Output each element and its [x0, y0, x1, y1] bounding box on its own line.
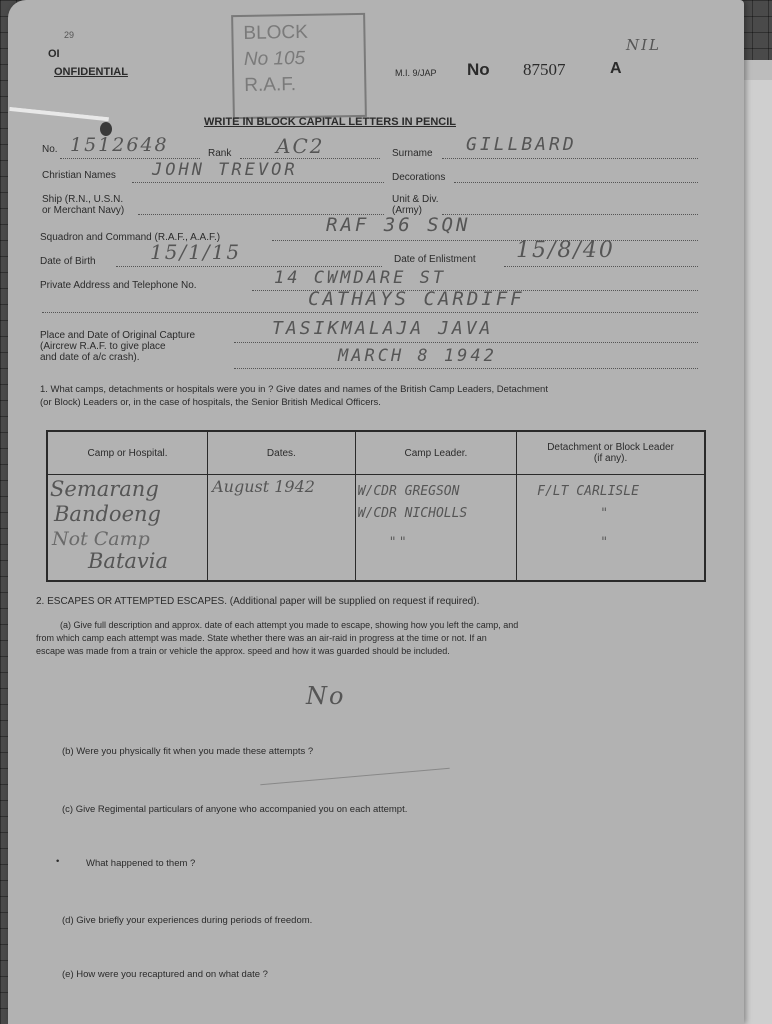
table-row [47, 475, 705, 582]
ship-label-line-2: or Merchant Navy) [42, 205, 125, 216]
squadron-line [272, 240, 698, 241]
unit-line [442, 214, 698, 215]
service-number-label: No. [42, 144, 58, 155]
series-letter: A [610, 60, 622, 77]
block-stamp [231, 13, 367, 119]
document-page [8, 0, 744, 1024]
surname-label: Surname [392, 148, 433, 159]
camp-leader: W/CDR GREGSON [357, 484, 460, 499]
christian-names-label: Christian Names [42, 170, 116, 181]
classification-prefix: OI [48, 48, 60, 60]
stamp-line-2: No 105 [243, 47, 306, 70]
leaders-cell [355, 475, 516, 582]
unit-label [392, 194, 439, 216]
serial-number: 87507 [523, 60, 566, 79]
stamp-line-1: BLOCK [243, 21, 309, 44]
instruction-heading: WRITE IN BLOCK CAPITAL LETTERS IN PENCIL [204, 116, 456, 128]
camps-cell [47, 475, 208, 582]
ship-label-line-1: Ship (R.N., U.S.N. [42, 194, 124, 205]
pencil-stroke [260, 768, 449, 786]
rank-line [240, 158, 380, 159]
stamp-line-3: R.A.F. [244, 74, 297, 96]
header-camp-or-hospital: Camp or Hospital. [47, 431, 208, 475]
nil-annotation: NIL [626, 36, 662, 54]
camp-name: Semarang [50, 477, 159, 501]
date-value: August 1942 [212, 477, 315, 496]
decorations-label: Decorations [392, 172, 446, 183]
service-number-line [60, 158, 200, 159]
rank-value: AC2 [276, 134, 325, 158]
unit-label-line-1: Unit & Div. [392, 194, 439, 205]
underlying-page-edge [740, 80, 772, 1024]
question-2a-line-2: from which camp each attempt was made. State whether there was an air-raid in progress at the time or not. If an [36, 633, 487, 643]
camps-table [46, 430, 706, 582]
corner-number: 29 [64, 30, 75, 40]
date-of-birth-line [116, 266, 382, 267]
camp-name: Batavia [88, 549, 169, 573]
camp-name: Not Camp [52, 528, 150, 550]
surname-line [442, 158, 698, 159]
question-2c-bullet: • [56, 856, 60, 867]
christian-names-line [132, 182, 384, 183]
detachment-cell [517, 475, 705, 582]
question-2a-answer: No [306, 682, 346, 710]
enlistment-value: 15/8/40 [516, 238, 615, 263]
form-reference: M.I. 9/JAP [395, 68, 437, 78]
question-2c: (c) Give Regimental particulars of anyone who accompanied you on each attempt. [62, 804, 408, 815]
camps-table-header-row [47, 431, 705, 475]
capture-date-value: MARCH 8 1942 [338, 346, 497, 366]
capture-label-line-2: (Aircrew R.A.F. to give place [40, 341, 166, 352]
question-2c-followup: What happened to them ? [86, 858, 196, 869]
capture-line-1 [234, 342, 698, 343]
squadron-label: Squadron and Command (R.A.F., A.A.F.) [40, 232, 221, 243]
number-label: No [467, 60, 490, 79]
header-camp-leader: Camp Leader. [355, 431, 516, 475]
unit-label-line-2: (Army) [392, 205, 422, 216]
question-1-line-1: 1. What camps, detachments or hospitals were you in ? Give dates and names of the British Camp Leaders, Detachment [40, 384, 548, 395]
dates-cell [208, 475, 356, 582]
detachment-leader: " [601, 535, 608, 550]
surname-value: GILLBARD [466, 134, 577, 155]
capture-line-2 [234, 368, 698, 369]
camp-leader: " " [389, 535, 406, 550]
header-detachment-leader: Detachment or Block Leader (if any). [517, 431, 705, 475]
address-line-2 [42, 312, 698, 313]
question-2-title: 2. ESCAPES OR ATTEMPTED ESCAPES. (Additional paper will be supplied on request if required). [36, 596, 480, 607]
detachment-leader: F/LT CARLISLE [537, 484, 639, 499]
question-2d: (d) Give briefly your experiences during periods of freedom. [62, 915, 313, 926]
camp-name: Bandoeng [54, 502, 161, 526]
ship-label [42, 194, 124, 216]
question-1-line-2: (or Block) Leaders or, in the case of hospitals, the Senior British Medical Officers. [40, 397, 381, 408]
squadron-value: RAF 36 SQN [326, 214, 471, 236]
date-of-birth-label: Date of Birth [40, 256, 96, 267]
address-value-2: CATHAYS CARDIFF [308, 288, 525, 310]
date-of-birth-value: 15/1/15 [150, 240, 242, 264]
capture-label [40, 330, 195, 363]
decorations-line [454, 182, 698, 183]
address-label: Private Address and Telephone No. [40, 280, 197, 291]
rank-label: Rank [208, 148, 232, 159]
question-2a-line-3: escape was made from a train or vehicle the approx. speed and how it was guarded should be included. [36, 646, 450, 656]
question-2e: (e) How were you recaptured and on what date ? [62, 969, 268, 980]
enlistment-label: Date of Enlistment [394, 254, 476, 265]
address-value-1: 14 CWMDARE ST [274, 268, 447, 288]
detachment-leader: " [601, 506, 608, 521]
capture-label-line-3: and date of a/c crash). [40, 352, 140, 363]
enlistment-line [504, 266, 698, 267]
capture-place-value: TASIKMALAJA JAVA [272, 318, 494, 339]
service-number-value: 1512648 [70, 134, 169, 156]
question-2b: (b) Were you physically fit when you made these attempts ? [62, 746, 314, 757]
camp-leader: W/CDR NICHOLLS [357, 506, 468, 521]
question-2a-line-1: (a) Give full description and approx. date of each attempt you made to escape, showing how you left the camp, and [60, 620, 519, 630]
capture-label-line-1: Place and Date of Original Capture [40, 330, 196, 341]
classification-label: ONFIDENTIAL [54, 66, 128, 78]
header-dates: Dates. [208, 431, 356, 475]
christian-names-value: JOHN TREVOR [152, 160, 298, 180]
